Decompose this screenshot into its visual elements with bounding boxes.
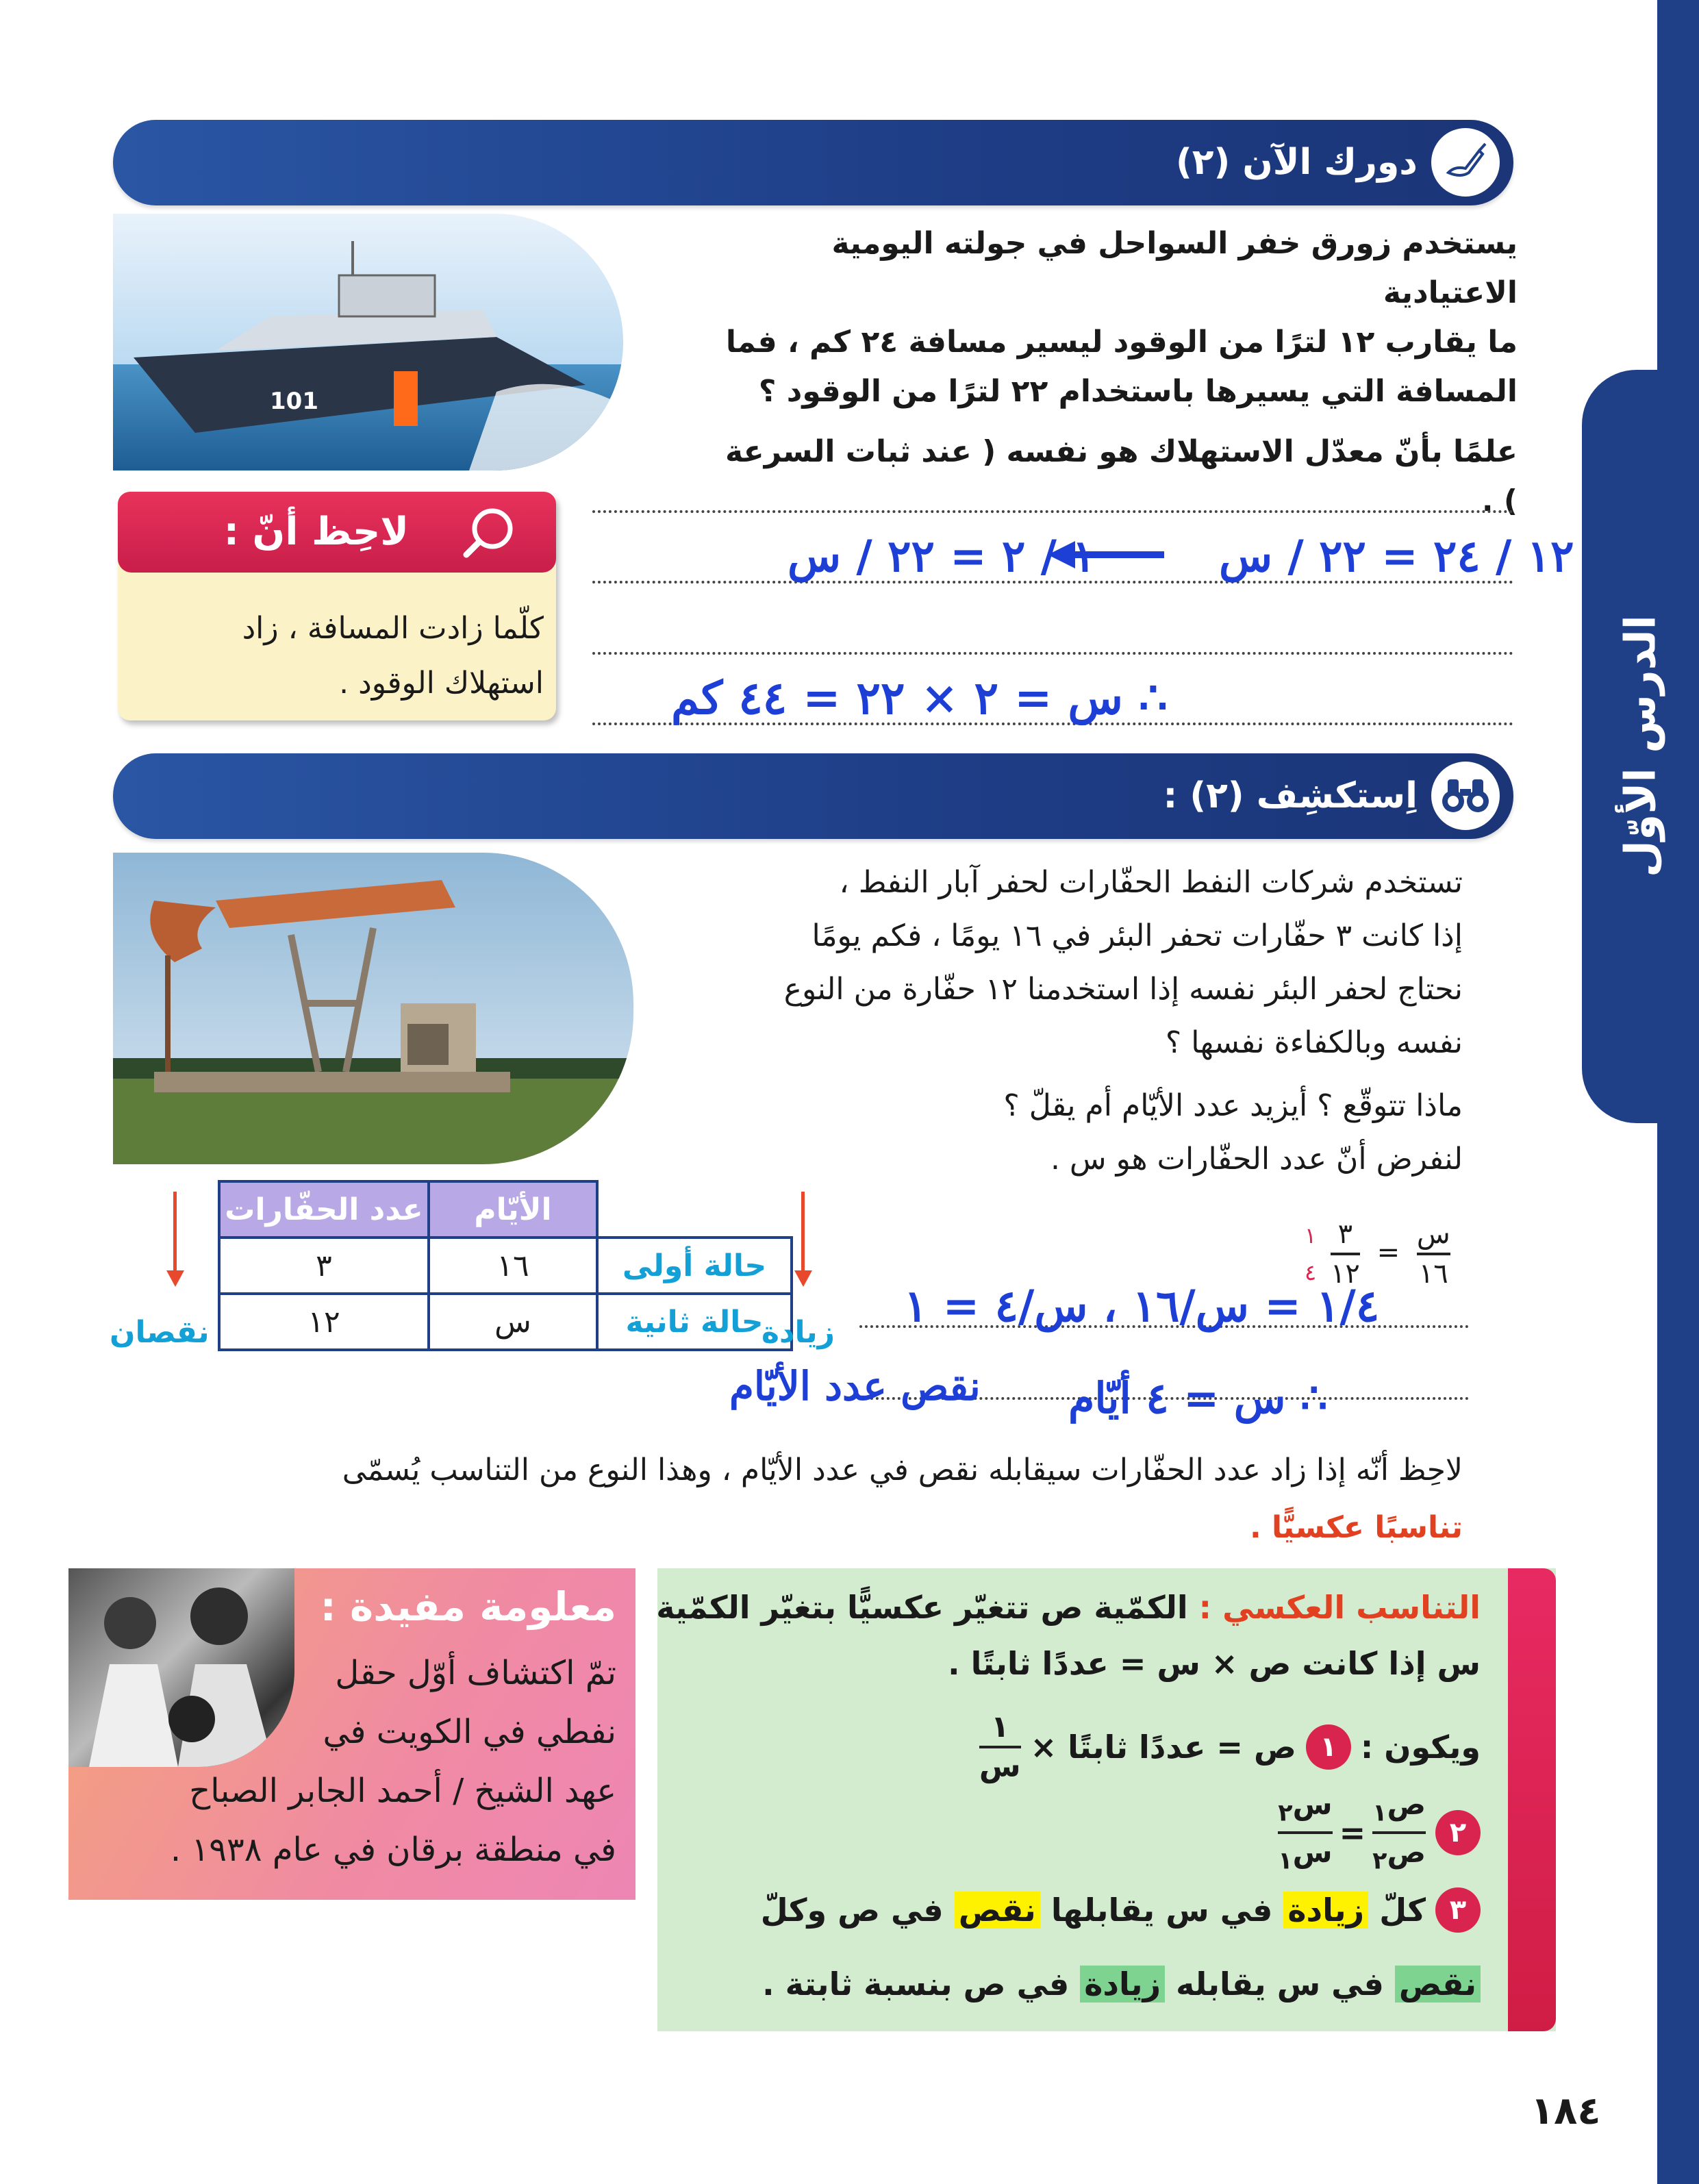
rule-number-3: ٣ <box>1435 1887 1481 1933</box>
subscript: ١ <box>1278 1847 1293 1875</box>
problem-line: المسافة التي يسيرها باستخدام ٢٢ لترًا من الوقود ؟ <box>758 374 1518 409</box>
explore-line: نفسه وبالكفاءة نفسها ؟ <box>1165 1025 1463 1060</box>
fraction-numerator: س <box>1416 1218 1450 1250</box>
row-label-second: حالة ثانية <box>597 1294 792 1350</box>
lesson-tab-label: الدرس الأوّل <box>1615 615 1665 878</box>
pencil-hand-icon <box>1431 128 1500 197</box>
highlight-increase: زيادة <box>1080 1966 1165 2003</box>
magnifier-icon <box>457 500 522 565</box>
y1-over-y2 <box>1372 1786 1426 1880</box>
increase-arrow <box>801 1192 805 1274</box>
row-label-first: حالة أولى <box>597 1238 792 1294</box>
fraction-denominator <box>1372 1834 1426 1879</box>
drills-days-table <box>218 1180 793 1351</box>
notice-line: استهلاك الوقود . <box>339 666 544 701</box>
box-accent-edge <box>1508 1568 1556 2031</box>
equals-sign: = <box>1339 1814 1366 1852</box>
useful-info-box <box>68 1568 635 1900</box>
var-x: س <box>1292 1835 1333 1870</box>
fraction-denominator: س <box>979 1749 1021 1784</box>
term-inverse-proportion: تناسبًا عكسيًّا . <box>1249 1510 1463 1545</box>
turn-now-problem <box>709 219 1518 526</box>
answer-line <box>592 652 1513 655</box>
problem-line: يستخدم زورق خفر السواحل في جولته اليومية الاعتيادية <box>831 226 1518 310</box>
header-drills: عدد الحفّارات <box>219 1181 429 1238</box>
definition-term: التناسب العكسي : <box>1198 1589 1481 1626</box>
notice-title: لاحِظ أنّ : <box>223 510 409 554</box>
useful-line: نفطي في الكويت في <box>323 1713 616 1751</box>
useful-line: عهد الشيخ / أحمد الجابر الصباح <box>189 1772 616 1810</box>
turn-now-title: دورك الآن (٢) <box>1175 142 1418 183</box>
cell-days-first: ١٦ <box>429 1238 597 1294</box>
useful-info-body <box>170 1644 616 1879</box>
highlight-decrease: نقص <box>955 1892 1040 1929</box>
fraction-numerator: ٣ <box>1337 1218 1353 1250</box>
rule-3-text: في ص بنسبة ثابتة . <box>762 1966 1070 2003</box>
rule-3-text: في س يقابلها <box>1050 1892 1273 1929</box>
cell-drills-first: ٣ <box>219 1238 429 1294</box>
handwritten-proportion-right: ١٢ / ٢٤ = ٢٢ / س <box>1219 531 1574 582</box>
lesson-tab <box>1582 370 1699 1123</box>
explore-line: لنفرض أنّ عدد الحفّارات هو س . <box>1050 1142 1463 1177</box>
var-y: ص <box>1387 1787 1426 1821</box>
explore-line: تستخدم شركات النفط الحفّارات لحفر آبار النفط ، <box>839 865 1463 900</box>
handwritten-proportion-left: ١ / ٢ = ٢٢ / س <box>788 531 1096 582</box>
useful-line: تمّ اكتشاف أوّل حقل <box>335 1654 616 1692</box>
subscript: ٢ <box>1372 1847 1387 1875</box>
handwritten-answer: ∴ س = ٢ × ٢٢ = ٤٤ كم <box>671 671 1168 725</box>
rule-1-text: ص = عددًا ثابتًا × <box>1030 1729 1296 1766</box>
and-be-label: ويكون : <box>1360 1729 1481 1766</box>
oil-pump-image <box>113 853 633 1164</box>
notice-body <box>133 601 544 711</box>
increase-label: زيادة <box>762 1315 835 1350</box>
rule-1 <box>979 1709 1481 1785</box>
explore-title: اِستكشِف (٢) : <box>1163 775 1418 816</box>
useful-line: في منطقة برقان في عام ١٩٣٨ . <box>170 1831 616 1869</box>
fraction-numerator <box>1278 1786 1332 1831</box>
definition-line-2: س إذا كانت ص × س = عددًا ثابتًا . <box>948 1645 1481 1682</box>
notice-header <box>118 492 556 573</box>
turn-now-header <box>113 120 1513 205</box>
explore-problem <box>709 856 1463 1186</box>
subscript: ١ <box>1372 1799 1387 1827</box>
fraction-numerator <box>1372 1786 1426 1831</box>
rule-3-line-1 <box>761 1887 1481 1933</box>
explore-line: نحتاج لحفر البئر نفسه إذا استخدمنا ١٢ حفّارة من النوع <box>783 972 1463 1007</box>
cell-drills-second: ١٢ <box>219 1294 429 1350</box>
decrease-arrow <box>173 1192 177 1274</box>
subscript: ٢ <box>1278 1799 1293 1827</box>
rule-3-text: كلّ <box>1379 1892 1426 1929</box>
page-number: ١٨٤ <box>1531 2089 1601 2133</box>
rule-2 <box>1278 1786 1481 1880</box>
explore-line: إذا كانت ٣ حفّارات تحفر البئر في ١٦ يومًا ، فكم يومًا <box>811 918 1463 953</box>
handwritten-proportion: ١/٤ = س/١٦ ، س/٤ = ١ <box>904 1281 1380 1332</box>
rule-3-text: في ص وكلّ <box>760 1892 944 1929</box>
note-text: لاحِظ أنّه إذا زاد عدد الحفّارات سيقابله نقص في عدد الأيّام ، وهذا النوع من التناسب يُسمّى <box>342 1453 1463 1488</box>
fraction-numerator: ١ <box>990 1709 1009 1744</box>
increase-arrowhead <box>794 1270 812 1287</box>
equals-sign: = <box>1376 1237 1400 1268</box>
coast-guard-boat-image <box>113 214 623 470</box>
problem-line: علمًا بأنّ معدّل الاستهلاك هو نفسه ( عند ثبات السرعة ) . <box>725 434 1518 518</box>
inverse-proportion-box <box>657 1568 1556 2031</box>
rule-number-1: ١ <box>1306 1724 1351 1770</box>
header-days: الأيّام <box>429 1181 597 1238</box>
rule-number-2: ٢ <box>1435 1810 1481 1855</box>
var-y: ص <box>1387 1835 1426 1870</box>
decrease-label: نقصان <box>110 1315 210 1350</box>
explore-header <box>113 753 1513 839</box>
definition-text: الكمّية ص تتغيّر عكسيًّا بتغيّر الكمّية <box>656 1589 1188 1626</box>
useful-info-title: معلومة مفيدة : <box>320 1583 616 1630</box>
one-over-x <box>979 1709 1021 1785</box>
rule-3-line-2 <box>762 1966 1481 2003</box>
boat-number: 101 <box>270 388 318 415</box>
decrease-arrowhead <box>166 1270 184 1287</box>
explore-line: ماذا تتوقّع ؟ أيزيد عدد الأيّام أم يقلّ ؟ <box>1003 1088 1463 1123</box>
definition-line-1 <box>656 1589 1481 1626</box>
fraction-denominator: ١٦ <box>1418 1258 1448 1290</box>
highlight-decrease: نقص <box>1395 1966 1481 2003</box>
inverse-note <box>93 1442 1463 1557</box>
fraction-denominator <box>1278 1834 1332 1879</box>
cell-days-second: س <box>429 1294 597 1350</box>
x2-over-x1 <box>1278 1786 1332 1880</box>
highlight-increase: زيادة <box>1283 1892 1368 1929</box>
handwritten-conclusion: نقص عدد الأيّام <box>729 1363 981 1409</box>
answer-line <box>592 510 1513 513</box>
handwritten-answer: ∴ س = ٤ أيّام <box>1068 1373 1328 1423</box>
fraction-s-16 <box>1417 1216 1450 1292</box>
notice-line: كلّما زادت المسافة ، زاد <box>242 611 544 646</box>
problem-line: ما يقارب ١٢ لترًا من الوقود ليسير مسافة ٢٤ كم ، فما <box>725 325 1518 360</box>
rule-3-text: في س يقابله <box>1176 1966 1384 2003</box>
notice-box <box>118 492 556 720</box>
fraction-denominator: ١٢ <box>1330 1258 1360 1290</box>
simplified-numerator: ١ <box>1305 1222 1317 1248</box>
binoculars-icon <box>1431 762 1500 830</box>
simplification-note <box>1305 1217 1316 1291</box>
simplified-denominator: ٤ <box>1305 1259 1317 1285</box>
var-x: س <box>1292 1787 1333 1821</box>
